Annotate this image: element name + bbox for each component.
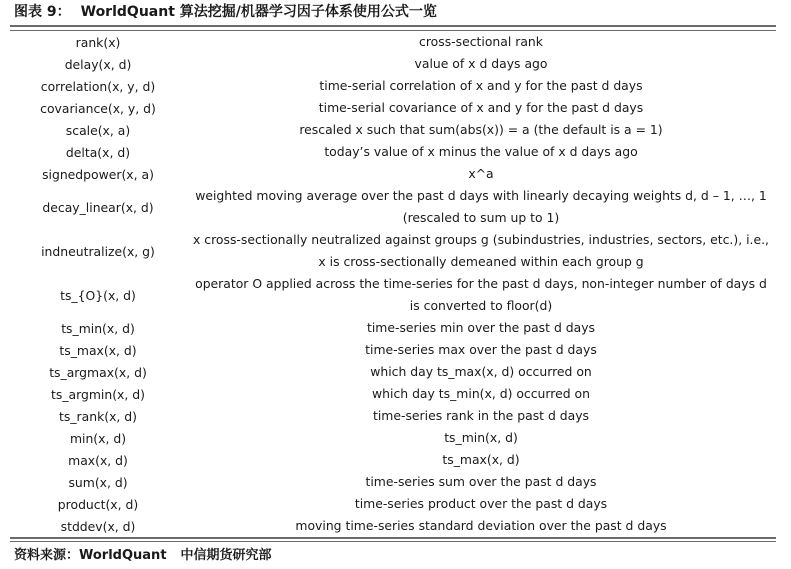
function-cell: rank(x) [75, 34, 121, 50]
description-cell: time-series max over the past d days [365, 342, 597, 357]
function-cell: scale(x, a) [65, 122, 131, 138]
function-cell: ts_argmin(x, d) [51, 386, 145, 402]
function-cell: decay_linear(x, d) [42, 199, 154, 215]
function-cell: covariance(x, y, d) [40, 100, 156, 116]
table-row [10, 339, 776, 361]
description-cell: x^a [468, 166, 494, 181]
function-cell: sum(x, d) [68, 474, 128, 490]
figure-title [14, 2, 437, 22]
function-cell: indneutralize(x, g) [41, 243, 155, 259]
description-cell: time-series min over the past d days [366, 320, 595, 335]
function-cell: product(x, d) [57, 496, 139, 512]
function-cell: stddev(x, d) [60, 518, 136, 534]
function-cell: ts_rank(x, d) [59, 408, 137, 424]
description-cell: operator O applied across the time-series for the past d days, non-integer number of days d is converted to floor(d) [195, 276, 767, 313]
description-cell: time-serial correlation of x and y for the past d days [319, 78, 643, 93]
function-cell: delta(x, d) [65, 144, 131, 160]
table-row [10, 163, 776, 185]
source-org: 中信期货研究部 [180, 548, 272, 563]
source-note [14, 546, 272, 566]
description-cell: rescaled x such that sum(abs(x)) = a (the default is a = 1) [299, 122, 663, 137]
description-cell: time-series sum over the past d days [365, 474, 597, 489]
figure-label: 图表 9： [14, 4, 71, 20]
description-cell: ts_max(x, d) [442, 452, 520, 467]
bottom-rule [10, 537, 776, 539]
table-row [10, 383, 776, 405]
table-row [10, 229, 776, 273]
description-cell: which day ts_max(x, d) occurred on [370, 364, 592, 379]
function-cell: ts_max(x, d) [59, 342, 137, 358]
description-cell: cross-sectional rank [419, 34, 543, 49]
table-row [10, 471, 776, 493]
description-cell: x cross-sectionally neutralized against groups g (subindustries, industries, sectors, etc.), i.e., x is cross-sectionally demeaned within each group g [193, 232, 769, 269]
function-cell: max(x, d) [68, 452, 128, 468]
table-row [10, 119, 776, 141]
table-row [10, 97, 776, 119]
table-row [10, 427, 776, 449]
description-cell: moving time-series standard deviation over the past d days [295, 518, 667, 533]
description-cell: today’s value of x minus the value of x d days ago [324, 144, 638, 159]
table-row [10, 53, 776, 75]
table-row [10, 361, 776, 383]
function-cell: min(x, d) [69, 430, 127, 446]
function-cell: signedpower(x, a) [42, 166, 154, 182]
function-cell: ts_min(x, d) [61, 320, 135, 336]
description-cell: value of x d days ago [414, 56, 548, 71]
table-row [10, 493, 776, 515]
table-row [10, 75, 776, 97]
table-row [10, 515, 776, 537]
bottom-rule-thin [10, 541, 776, 542]
description-cell: time-series product over the past d days [354, 496, 608, 511]
top-rule [10, 25, 776, 27]
source-label: 资料来源：WorldQuant [14, 548, 167, 563]
description-cell: ts_min(x, d) [444, 430, 518, 445]
description-cell: time-series rank in the past d days [372, 408, 590, 423]
description-cell: time-serial covariance of x and y for the past d days [318, 100, 644, 115]
table-row [10, 31, 776, 53]
formula-table [10, 31, 776, 537]
function-cell: delay(x, d) [64, 56, 132, 72]
table-row [10, 449, 776, 471]
table-row [10, 185, 776, 229]
function-cell: correlation(x, y, d) [40, 78, 156, 94]
function-cell: ts_argmax(x, d) [49, 364, 147, 380]
table-row [10, 141, 776, 163]
description-cell: weighted moving average over the past d days with linearly decaying weights d, d – 1, …, 1 (rescaled to sum up to 1) [195, 188, 767, 225]
description-cell: which day ts_min(x, d) occurred on [372, 386, 590, 401]
table-row [10, 273, 776, 317]
table-row [10, 405, 776, 427]
table-row [10, 317, 776, 339]
function-cell: ts_{O}(x, d) [60, 287, 136, 303]
figure-title-text: WorldQuant 算法挖掘/机器学习因子体系使用公式一览 [80, 4, 437, 20]
